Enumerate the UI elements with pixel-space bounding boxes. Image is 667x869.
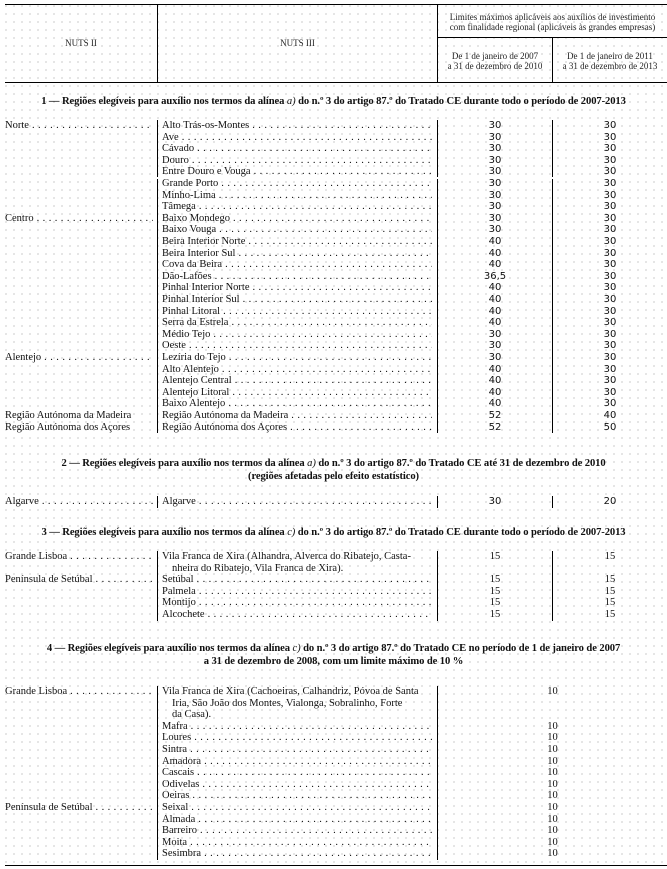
table-row xyxy=(0,132,667,144)
column-divider-values xyxy=(437,496,438,508)
limit-value: 10 xyxy=(547,720,558,732)
limit-2011-2013: 15 xyxy=(604,597,616,609)
limit-2011-2013: 30 xyxy=(603,270,617,282)
nuts3-cell: Minho-Lima . . . xyxy=(162,190,432,202)
table-row xyxy=(0,271,667,283)
limit-2007-2010: 36,5 xyxy=(483,270,507,282)
table-row xyxy=(0,120,667,132)
table-row xyxy=(0,496,667,508)
nuts3-cell: Beira Interior Sul . . . xyxy=(162,248,432,260)
nuts3-cell: Sintra . . . xyxy=(162,744,432,756)
limit-2007-2010: 15 xyxy=(489,574,501,586)
limit-2007-2010: 40 xyxy=(488,398,502,410)
nuts2-cell: Península de Setúbal . . . xyxy=(5,802,153,814)
column-header-limits-line2: com finalidade regional (aplicáveis às grandes empresas) xyxy=(449,22,656,32)
nuts3-cell: Pinhal Interior Sul . . . xyxy=(162,294,432,306)
limit-2011-2013: 30 xyxy=(603,166,617,178)
column-divider-periods xyxy=(552,496,553,508)
limit-2011-2013: 30 xyxy=(603,375,617,387)
column-header-period-1 xyxy=(438,51,552,71)
nuts3-line: nheira do Ribatejo, Vila Franca de Xira). xyxy=(172,562,344,574)
table-row xyxy=(0,779,667,791)
limit-2007-2010: 40 xyxy=(488,363,502,375)
table-row xyxy=(0,375,667,387)
nuts2-cell: Região Autónoma dos Açores xyxy=(5,421,131,433)
limit-value: 10 xyxy=(547,767,558,779)
limit-2011-2013: 30 xyxy=(603,317,617,329)
nuts3-cell: Beira Interior Norte . . . xyxy=(162,236,432,248)
column-header-nuts2: NUTS II xyxy=(65,38,97,48)
nuts3-cell: Alentejo Central . . . xyxy=(162,375,432,387)
limit-value: 10 xyxy=(547,732,558,744)
limit-2011-2013: 30 xyxy=(603,340,617,352)
table-row xyxy=(0,329,667,341)
header-bottom-rule xyxy=(5,82,667,83)
table-row xyxy=(0,410,667,422)
table-row xyxy=(0,686,667,721)
section-2-title: 2 — Regiões elegíveis para auxílio nos termos da alínea a) do n.º 3 do artigo 87.º do Tratado CE até 31 de dezembro de 2010 (regiões afetadas pelo efeito estatístico) xyxy=(61,458,606,482)
limit-2007-2010: 15 xyxy=(489,597,501,609)
nuts3-cell: Cávado . . . xyxy=(162,143,432,155)
limit-2007-2010: 30 xyxy=(488,143,502,155)
table-row xyxy=(0,814,667,826)
limit-2007-2010: 40 xyxy=(488,386,502,398)
limit-2007-2010: 30 xyxy=(488,496,502,507)
limit-2011-2013: 30 xyxy=(603,363,617,375)
limit-2007-2010: 40 xyxy=(488,375,502,387)
limit-2011-2013: 30 xyxy=(603,189,617,201)
nuts3-cell: Alto Trás-os-Montes . . . xyxy=(162,120,432,132)
nuts3-cell: Sesimbra . . . xyxy=(162,848,432,860)
limit-2007-2010: 15 xyxy=(489,609,501,620)
limit-2007-2010: 40 xyxy=(488,236,502,247)
limit-2011-2013: 30 xyxy=(603,212,617,224)
nuts2-cell: Norte . . . xyxy=(5,120,153,132)
limit-2007-2010: 40 xyxy=(488,317,502,329)
limit-2011-2013: 30 xyxy=(603,328,617,340)
column-divider-nuts xyxy=(157,120,158,177)
limit-2007-2010: 40 xyxy=(488,294,502,305)
table-row xyxy=(0,317,667,329)
table-row xyxy=(0,387,667,399)
table-row xyxy=(0,574,667,586)
limit-value: 10 xyxy=(547,836,558,848)
column-divider-values xyxy=(437,179,438,433)
nuts3-cell: Baixo Alentejo . . . xyxy=(162,398,432,410)
limit-2007-2010: 30 xyxy=(488,201,502,213)
column-divider-values xyxy=(437,551,438,621)
limit-value: 10 xyxy=(547,813,558,825)
limit-2011-2013: 40 xyxy=(603,410,617,421)
table-row xyxy=(0,340,667,352)
nuts3-line: Vila Franca de Xira (Alhandra, Alverca do Ribatejo, Casta- xyxy=(162,551,411,562)
nuts3-cell: Alcochete . . . xyxy=(162,609,432,621)
limit-2011-2013: 30 xyxy=(603,236,617,247)
nuts3-cell: Almada . . . xyxy=(162,814,432,826)
column-header-limits xyxy=(438,12,667,32)
column-divider-values xyxy=(437,686,438,860)
column-divider-periods xyxy=(552,120,553,177)
table-row xyxy=(0,802,667,814)
nuts3-cell: Baixo Vouga . . . xyxy=(162,224,432,236)
nuts3-line: Vila Franca de Xira (Cachoeiras, Calhandriz, Póvoa de Santa xyxy=(162,686,419,697)
table-row xyxy=(0,201,667,213)
limit-2007-2010: 30 xyxy=(488,189,502,201)
limit-2007-2010: 30 xyxy=(488,352,502,363)
limit-2007-2010: 52 xyxy=(488,410,502,421)
table-row xyxy=(0,155,667,167)
nuts3-cell: Região Autónoma da Madeira . . . xyxy=(162,410,432,422)
table-row xyxy=(0,143,667,155)
column-header-period-2 xyxy=(553,51,667,71)
nuts3-cell: Grande Porto . . . xyxy=(162,178,432,190)
limit-2011-2013: 15 xyxy=(604,609,616,620)
limit-2007-2010: 30 xyxy=(488,166,502,178)
table-row xyxy=(0,248,667,260)
table-bottom-rule xyxy=(5,865,667,866)
column-divider-nuts xyxy=(157,686,158,860)
limit-value: 10 xyxy=(547,778,558,790)
limit-2011-2013: 15 xyxy=(604,585,616,597)
table-row xyxy=(0,756,667,768)
column-header-limits-line1: Limites máximos aplicáveis aos auxílios de investimento xyxy=(449,12,656,22)
limit-2011-2013: 50 xyxy=(603,421,617,433)
nuts3-cell: Médio Tejo . . . xyxy=(162,329,432,341)
nuts3-cell xyxy=(162,686,432,721)
limit-2007-2010: 30 xyxy=(488,154,502,166)
column-divider-values xyxy=(437,120,438,177)
nuts3-cell: Seixal . . . xyxy=(162,802,432,814)
column-divider-nuts xyxy=(157,551,158,621)
table-row xyxy=(0,306,667,318)
nuts2-cell: Grande Lisboa . . . xyxy=(5,551,153,563)
nuts3-cell: Lezíria do Tejo . . . xyxy=(162,352,432,364)
column-divider-periods xyxy=(552,179,553,433)
table-row xyxy=(0,422,667,434)
nuts2-cell: Região Autónoma da Madeira xyxy=(5,410,132,421)
limit-2007-2010: 30 xyxy=(488,340,502,352)
table-row xyxy=(0,178,667,190)
limit-2011-2013: 15 xyxy=(604,551,616,562)
limit-2007-2010: 52 xyxy=(488,421,502,433)
limit-2011-2013: 30 xyxy=(603,398,617,410)
nuts2-cell: Algarve . . . xyxy=(5,496,153,508)
limit-value: 10 xyxy=(547,848,558,860)
table-row xyxy=(0,551,667,574)
table-row xyxy=(0,837,667,849)
table-row xyxy=(0,767,667,779)
limit-value: 10 xyxy=(547,744,558,755)
limit-2011-2013: 30 xyxy=(603,143,617,155)
limit-2007-2010: 30 xyxy=(488,131,502,143)
column-header-nuts3: NUTS III xyxy=(280,38,315,48)
table-row xyxy=(0,825,667,837)
limit-2011-2013: 30 xyxy=(603,178,617,189)
nuts3-cell: Loures . . . xyxy=(162,732,432,744)
table-row xyxy=(0,224,667,236)
table-row xyxy=(0,609,667,621)
limit-2011-2013: 30 xyxy=(603,305,617,317)
limit-2007-2010: 15 xyxy=(489,551,501,562)
table-row xyxy=(0,398,667,410)
period-1-line1: De 1 de janeiro de 2007 xyxy=(451,51,539,61)
nuts3-line: Iria, São João dos Montes, Vialonga, Sobralinho, Forte xyxy=(172,697,403,709)
limit-2007-2010: 30 xyxy=(488,120,502,131)
nuts3-cell: Tâmega . . . xyxy=(162,201,432,213)
table-row xyxy=(0,352,667,364)
table-row xyxy=(0,294,667,306)
table-row xyxy=(0,190,667,202)
limit-2011-2013: 15 xyxy=(604,574,616,586)
nuts3-cell: Cascais . . . xyxy=(162,767,432,779)
nuts3-cell: Montijo . . . xyxy=(162,597,432,609)
table-row xyxy=(0,166,667,178)
period-2-line1: De 1 de janeiro de 2011 xyxy=(567,51,653,61)
period-2-line2: a 31 de dezembro de 2013 xyxy=(562,61,658,71)
limit-value: 10 xyxy=(547,686,558,697)
nuts3-cell: Mafra . . . xyxy=(162,721,432,733)
limit-2011-2013: 20 xyxy=(603,496,617,507)
section-4-title: 4 — Regiões elegíveis para auxílio nos termos da alínea c) do n.º 3 do artigo 87.º do Tratado CE no período de 1 de janeiro de 2007 a 31 de dezembro de 2008, com um limite máximo de 10 % xyxy=(46,643,621,667)
nuts2-cell: Alentejo . . . xyxy=(5,352,153,364)
table-row xyxy=(0,236,667,248)
limit-2011-2013: 30 xyxy=(603,282,617,294)
limit-2011-2013: 30 xyxy=(603,259,617,271)
table-row xyxy=(0,213,667,225)
nuts3-cell: Oeste . . . xyxy=(162,340,432,352)
nuts3-cell: Dão-Lafões . . . xyxy=(162,271,432,283)
nuts3-line: da Casa). xyxy=(172,709,212,721)
nuts3-cell: Oeiras . . . xyxy=(162,790,432,802)
limit-2007-2010: 15 xyxy=(489,585,501,597)
limit-2007-2010: 30 xyxy=(488,178,502,189)
limit-value: 10 xyxy=(547,825,558,837)
nuts2-cell: Centro . . . xyxy=(5,213,153,225)
column-divider-periods xyxy=(552,551,553,621)
column-divider-nuts xyxy=(157,179,158,433)
limit-2007-2010: 40 xyxy=(488,259,502,271)
nuts3-cell: Região Autónoma dos Açores . . . xyxy=(162,422,432,434)
limit-2011-2013: 30 xyxy=(603,247,617,259)
period-1-line2: a 31 de dezembro de 2010 xyxy=(447,61,543,71)
table-row xyxy=(0,364,667,376)
table-row xyxy=(0,790,667,802)
table-row xyxy=(0,586,667,598)
nuts3-cell: Ave . . . xyxy=(162,132,432,144)
nuts3-cell: Barreiro . . . xyxy=(162,825,432,837)
limit-2011-2013: 30 xyxy=(603,224,617,236)
table-row xyxy=(0,721,667,733)
nuts3-cell: Pinhal Litoral . . . xyxy=(162,306,432,318)
table-row xyxy=(0,282,667,294)
limit-2007-2010: 40 xyxy=(488,305,502,317)
limit-2011-2013: 30 xyxy=(603,386,617,398)
limit-2011-2013: 30 xyxy=(603,120,617,131)
section-1-title: 1 — Regiões elegíveis para auxílio nos termos da alínea a) do n.º 3 do artigo 87.º do Tratado CE durante todo o período de 2007-2013 xyxy=(41,96,626,107)
nuts3-cell: Odivelas . . . xyxy=(162,779,432,791)
nuts3-cell: Serra da Estrela . . . xyxy=(162,317,432,329)
header-top-rule xyxy=(5,4,667,5)
section-3-title: 3 — Regiões elegíveis para auxílio nos termos da alínea c) do n.º 3 do artigo 87.º do Tratado CE durante todo o período de 2007-2013 xyxy=(41,527,626,538)
nuts3-cell: Douro . . . xyxy=(162,155,432,167)
nuts2-cell: Península de Setúbal . . . xyxy=(5,574,153,586)
nuts2-cell: Grande Lisboa . . . xyxy=(5,686,153,698)
limit-2011-2013: 30 xyxy=(603,294,617,305)
nuts3-cell xyxy=(162,551,432,574)
nuts3-cell: Alentejo Litoral . . . xyxy=(162,387,432,399)
nuts3-cell: Baixo Mondego . . . xyxy=(162,213,432,225)
limit-2011-2013: 30 xyxy=(603,352,617,363)
limit-2011-2013: 30 xyxy=(603,154,617,166)
nuts3-cell: Algarve . . . xyxy=(162,496,432,508)
nuts3-cell: Pinhal Interior Norte . . . xyxy=(162,282,432,294)
nuts3-cell: Entre Douro e Vouga . . . xyxy=(162,166,432,178)
nuts3-cell: Amadora . . . xyxy=(162,756,432,768)
limit-value: 10 xyxy=(547,790,558,802)
limit-value: 10 xyxy=(547,755,558,767)
nuts3-cell: Palmela . . . xyxy=(162,586,432,598)
nuts3-cell: Cova da Beira . . . xyxy=(162,259,432,271)
table-row xyxy=(0,848,667,860)
limit-2007-2010: 40 xyxy=(488,247,502,259)
table-row xyxy=(0,744,667,756)
limit-value: 10 xyxy=(547,802,558,813)
table-row xyxy=(0,732,667,744)
table-row xyxy=(0,597,667,609)
limit-2007-2010: 30 xyxy=(488,212,502,224)
table-row xyxy=(0,259,667,271)
column-divider-nuts xyxy=(157,496,158,508)
limit-2007-2010: 40 xyxy=(488,282,502,294)
limit-2011-2013: 30 xyxy=(603,201,617,213)
limit-2007-2010: 30 xyxy=(488,328,502,340)
limit-2011-2013: 30 xyxy=(603,131,617,143)
limit-2007-2010: 30 xyxy=(488,224,502,236)
nuts3-cell: Setúbal . . . xyxy=(162,574,432,586)
nuts3-cell: Alto Alentejo . . . xyxy=(162,364,432,376)
nuts3-cell: Moita . . . xyxy=(162,837,432,849)
